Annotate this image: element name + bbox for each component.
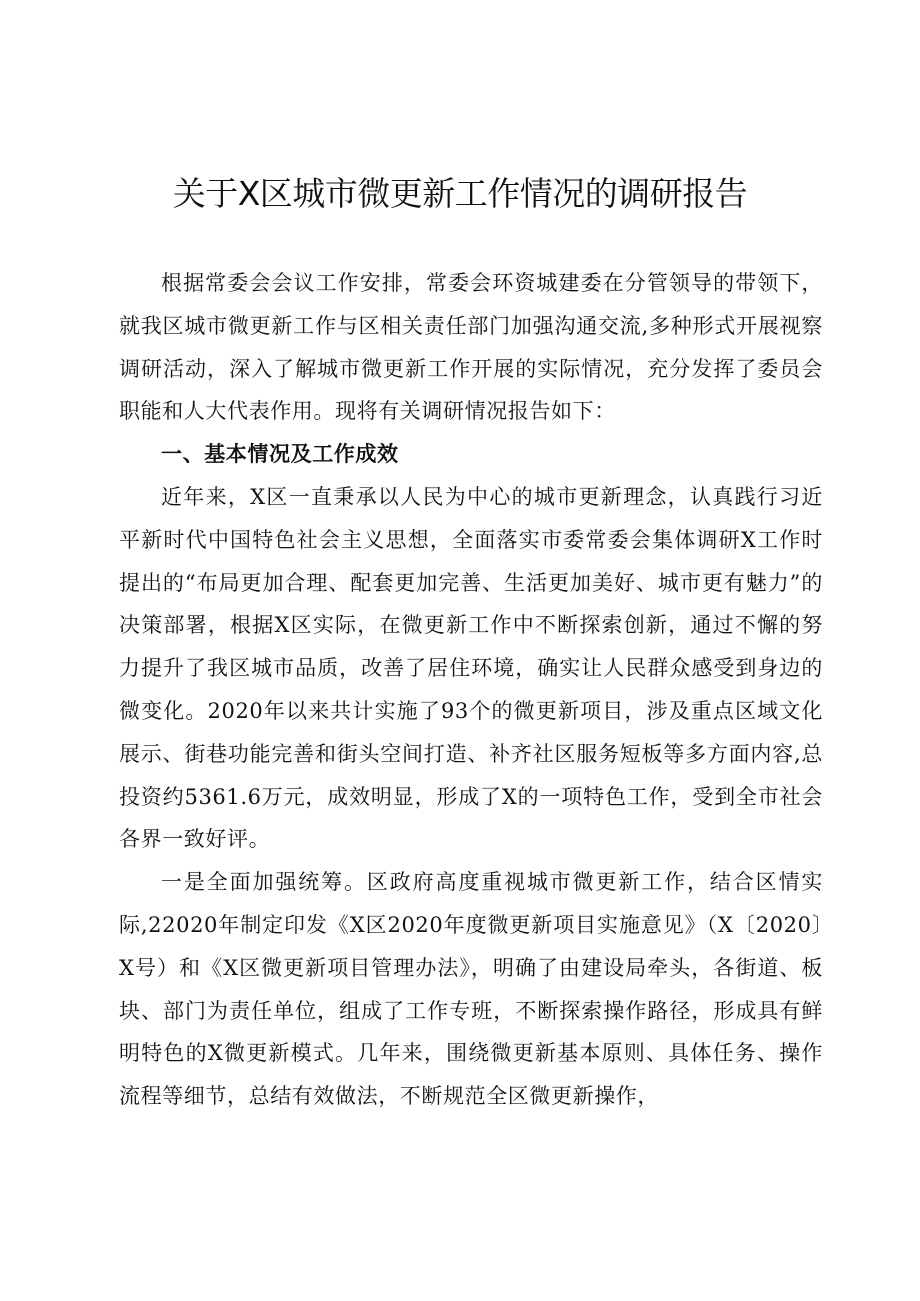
section-heading-1: 一、基本情况及工作成效 [161,442,399,467]
intro-paragraph: 根据常委会会议工作安排，常委会环资城建委在分管领导的带领下，就我区城市微更新工作与区相关责任部门加强沟通交流,多种形式开展视察调研活动，深入了解城市微更新工作开展的实际情况，充分发挥了委员会职能和人大代表作用。现将有关调研情况报告如下： [119,271,823,424]
overview-paragraph: 近年来，X区一直秉承以人民为中心的城市更新理念，认真践行习近平新时代中国特色社会主义思想，全面落实市委常委会集体调研X工作时提出的“布局更加合理、配套更加完善、生活更加美好、城市更有魅力”的决策部署，根据X区实际，在微更新工作中不断探索创新，通过不懈的努力提升了我区城市品质，改善了居住环境，确实让人民群众感受到身边的微变化。2020年以来共计实施了93个的微更新项目，涉及重点区域文化展示、街巷功能完善和街头空间打造、补齐社区服务短板等多方面内容,总投资约5361.6万元，成效明显，形成了X的一项特色工作，受到全市社会各界一致好评。 [119,484,823,852]
coordination-paragraph: 一是全面加强统筹。区政府高度重视城市微更新工作，结合区情实际,22020年制定印发《X区2020年度微更新项目实施意见》（X〔2020〕X号）和《X区微更新项目管理办法》，明确了由建设局牵头，各街道、板块、部门为责任单位，组成了工作专班，不断探索操作路径，形成具有鲜明特色的X微更新模式。几年来，围绕微更新基本原则、具体任务、操作流程等细节，总结有效做法，不断规范全区微更新操作， [119,870,823,1109]
document-body [119,262,823,1118]
document-title: 关于X区城市微更新工作情况的调研报告 [172,174,748,213]
